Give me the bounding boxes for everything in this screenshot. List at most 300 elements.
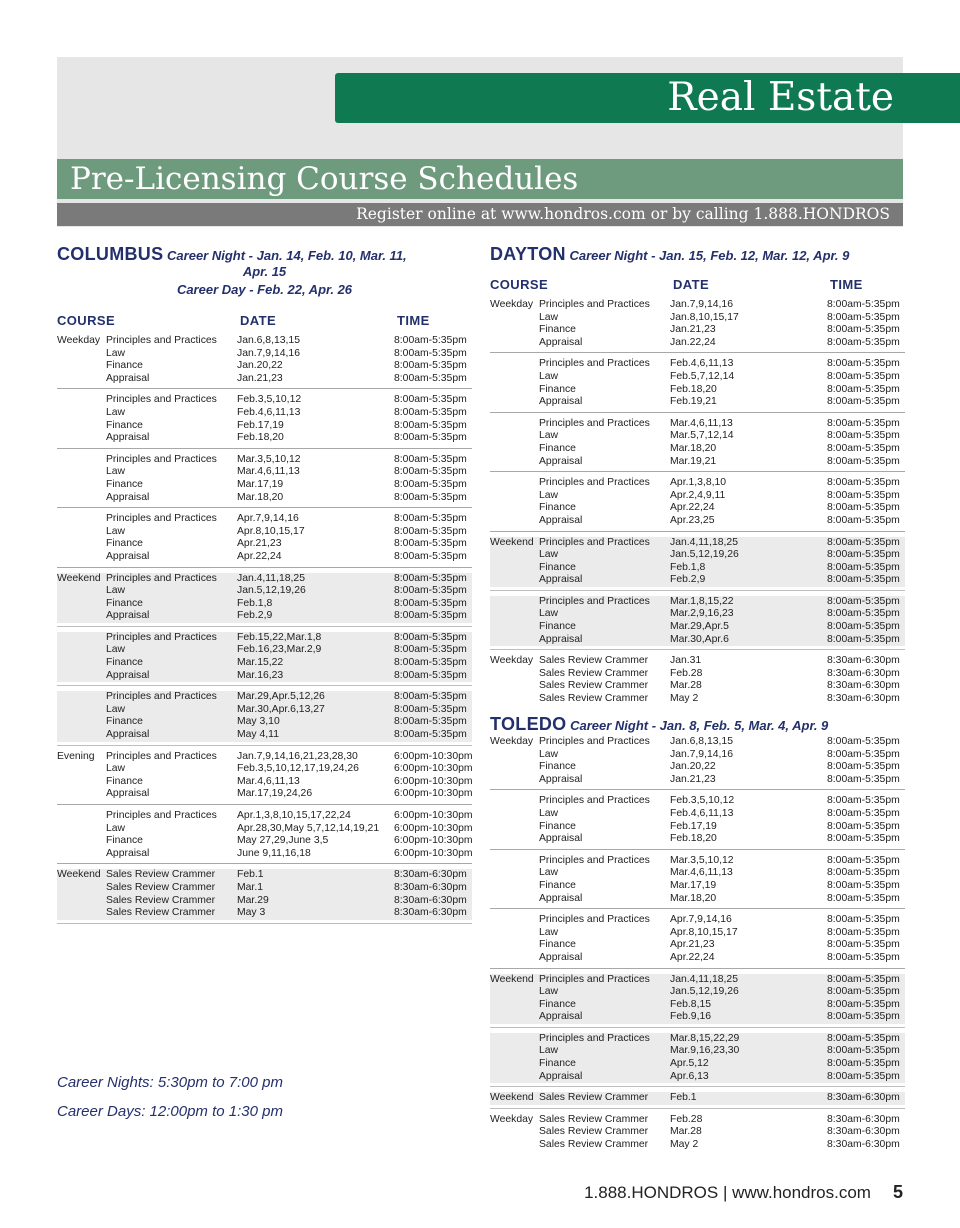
session-type: Evening: [57, 750, 95, 762]
course-dates: Mar.4,6,11,13: [670, 417, 733, 429]
course-time: 8:00am-5:35pm: [827, 914, 900, 926]
columbus-heading: [57, 244, 472, 300]
course-time: 8:00am-5:35pm: [394, 585, 467, 597]
table-row: [490, 1058, 905, 1071]
table-row: [57, 348, 472, 361]
course-dates: Apr.6,13: [670, 1070, 709, 1082]
course-dates: Apr.21,23: [670, 939, 715, 951]
session-type: Weekend: [57, 869, 101, 881]
course-time: 8:00am-5:35pm: [827, 1070, 900, 1082]
course-time: 8:00am-5:35pm: [827, 396, 900, 408]
course-time: 8:00am-5:35pm: [394, 729, 467, 741]
course-name: Finance: [539, 561, 576, 573]
table-row: [490, 736, 905, 749]
career-times-notes: [57, 1074, 283, 1132]
column-headers: [490, 277, 905, 293]
course-dates: Mar.30,Apr.6,13,27: [237, 703, 325, 715]
course-name: Law: [539, 608, 559, 620]
course-name: Principles and Practices: [106, 691, 217, 703]
course-name: Finance: [539, 820, 576, 832]
table-row: [490, 1033, 905, 1046]
table-row: [490, 821, 905, 834]
course-time: 8:00am-5:35pm: [394, 478, 467, 490]
table-row: [57, 513, 472, 526]
course-time: 8:00am-5:35pm: [394, 669, 467, 681]
course-time: 8:00am-5:35pm: [827, 455, 900, 467]
table-row: [490, 952, 905, 965]
course-time: 8:00am-5:35pm: [827, 761, 900, 773]
course-time: 6:00pm-10:30pm: [394, 763, 473, 775]
table-row: [490, 1139, 905, 1152]
course-name: Law: [106, 822, 126, 834]
course-time: 8:00am-5:35pm: [827, 514, 900, 526]
course-name: Finance: [106, 835, 143, 847]
course-name: Appraisal: [106, 372, 150, 384]
course-dates: Mar.18,20: [670, 442, 717, 454]
course-name: Principles and Practices: [539, 595, 650, 607]
session-type: Weekday: [57, 335, 101, 346]
course-dates: Feb.19,21: [670, 396, 717, 408]
course-time: 6:00pm-10:30pm: [394, 847, 473, 859]
course-name: Sales Review Crammer: [539, 1113, 649, 1125]
course-time: 8:30am-6:30pm: [827, 1139, 900, 1151]
course-name: Principles and Practices: [106, 453, 217, 465]
course-time: 8:00am-5:35pm: [394, 538, 467, 550]
schedule-group: [490, 358, 905, 412]
course-time: 8:00am-5:35pm: [827, 986, 900, 998]
course-name: Appraisal: [106, 491, 150, 503]
course-time: 8:00am-5:35pm: [394, 691, 467, 703]
date-header: DATE: [240, 313, 277, 328]
table-row: [57, 763, 472, 776]
course-time: 8:30am-6:30pm: [827, 1092, 900, 1104]
course-dates: Feb.9,16: [670, 1011, 712, 1023]
course-dates: Apr.8,10,15,17: [670, 926, 738, 938]
course-dates: Feb.1,8: [237, 597, 273, 609]
course-time: 8:00am-5:35pm: [827, 324, 900, 336]
career-days-note: Career Days: 12:00pm to 1:30 pm: [57, 1103, 283, 1120]
table-row: [490, 808, 905, 821]
course-dates: Jan.4,11,18,25: [670, 973, 738, 985]
table-row: [490, 384, 905, 397]
city-name: TOLEDO: [490, 714, 567, 734]
course-dates: Apr.7,9,14,16: [237, 513, 299, 525]
course-name: Finance: [106, 597, 143, 609]
table-row: [57, 432, 472, 445]
table-row: [490, 867, 905, 880]
session-type: Weekend: [57, 572, 101, 584]
course-name: Finance: [539, 442, 576, 454]
course-name: Law: [539, 807, 559, 819]
table-row: [57, 454, 472, 467]
course-name: Sales Review Crammer: [539, 693, 649, 705]
table-row: [490, 680, 905, 693]
course-dates: Feb.3,5,10,12: [670, 795, 735, 807]
course-dates: Mar.8,15,22,29: [670, 1032, 740, 1044]
course-dates: Feb.4,6,11,13: [237, 406, 301, 418]
page-title: Real Estate: [667, 75, 894, 120]
course-dates: Jan.7,9,14,16: [670, 748, 733, 760]
course-time: 8:00am-5:35pm: [827, 795, 900, 807]
course-name: Finance: [539, 324, 576, 336]
table-row: [57, 869, 472, 882]
course-dates: May 27,29,June 3,5: [237, 835, 329, 847]
course-name: Law: [539, 549, 559, 561]
course-name: Appraisal: [539, 1011, 583, 1023]
course-name: Law: [106, 525, 126, 537]
course-time: 8:00am-5:35pm: [827, 442, 900, 454]
table-row: [57, 751, 472, 764]
table-row: [57, 573, 472, 586]
course-dates: Mar.3,5,10,12: [237, 453, 301, 465]
table-row: [57, 335, 472, 348]
course-name: Sales Review Crammer: [539, 655, 649, 667]
course-time: 8:30am-6:30pm: [394, 894, 467, 906]
table-row: [57, 492, 472, 505]
table-row: [490, 418, 905, 431]
table-row: [490, 324, 905, 337]
schedule-group: [490, 655, 905, 708]
table-row: [57, 598, 472, 611]
table-row: [57, 610, 472, 623]
course-name: Principles and Practices: [539, 417, 650, 429]
course-time: 8:00am-5:35pm: [827, 574, 900, 586]
course-name: Principles and Practices: [539, 536, 650, 548]
course-time: 8:30am-6:30pm: [394, 907, 467, 919]
course-dates: Jan.7,9,14,16,21,23,28,30: [237, 750, 358, 762]
career-day-dates: Career Day - Feb. 22, Apr. 26: [176, 282, 353, 297]
schedule-group: [490, 596, 905, 650]
course-dates: Jan.4,11,18,25: [670, 536, 738, 548]
schedule-group: [57, 573, 472, 627]
course-name: Principles and Practices: [539, 477, 650, 489]
course-dates: Mar.17,19: [670, 879, 717, 891]
course-name: Principles and Practices: [539, 973, 650, 985]
course-time: 8:00am-5:35pm: [394, 335, 467, 346]
course-time: 8:00am-5:35pm: [394, 419, 467, 431]
course-time: 8:00am-5:35pm: [394, 610, 467, 622]
course-time: 6:00pm-10:30pm: [394, 750, 473, 762]
table-row: [57, 704, 472, 717]
course-name: Sales Review Crammer: [106, 869, 216, 881]
course-dates: Mar.28: [670, 680, 702, 692]
course-dates: Feb.4,6,11,13: [670, 358, 734, 370]
table-row: [57, 729, 472, 742]
course-name: Appraisal: [539, 455, 583, 467]
course-name: Principles and Practices: [539, 1032, 650, 1044]
table-row: [490, 1114, 905, 1127]
course-name: Law: [106, 347, 126, 359]
course-time: 8:30am-6:30pm: [827, 680, 900, 692]
table-row: [490, 621, 905, 634]
session-type: Weekend: [490, 973, 534, 985]
table-row: [57, 848, 472, 861]
course-name: Appraisal: [539, 514, 583, 526]
course-name: Principles and Practices: [106, 810, 217, 821]
course-dates: Mar.2,9,16,23: [670, 608, 734, 620]
register-line: Register online at www.hondros.com or by calling 1.888.HONDROS: [356, 205, 890, 223]
course-name: Principles and Practices: [539, 914, 650, 926]
course-time: 6:00pm-10:30pm: [394, 788, 473, 800]
course-dates: Feb.17,19: [670, 820, 717, 832]
table-row: [490, 1092, 905, 1105]
course-dates: Jan.21,23: [670, 773, 716, 785]
session-type: Weekday: [490, 736, 534, 747]
course-time: 8:00am-5:35pm: [827, 879, 900, 891]
course-time: 8:00am-5:35pm: [827, 370, 900, 382]
table-row: [490, 855, 905, 868]
course-time: 8:00am-5:35pm: [827, 299, 900, 310]
course-time: 8:00am-5:35pm: [394, 525, 467, 537]
course-name: Principles and Practices: [106, 572, 217, 584]
course-name: Sales Review Crammer: [106, 894, 216, 906]
course-time: 8:00am-5:35pm: [827, 549, 900, 561]
table-row: [490, 634, 905, 647]
table-row: [57, 394, 472, 407]
course-name: Principles and Practices: [539, 358, 650, 370]
course-time: 8:00am-5:35pm: [394, 372, 467, 384]
course-name: Law: [106, 585, 126, 597]
course-dates: Mar.29,Apr.5: [670, 621, 729, 633]
course-dates: Mar.19,21: [670, 455, 717, 467]
course-name: Appraisal: [106, 610, 150, 622]
schedule-group: [490, 974, 905, 1028]
table-row: [57, 776, 472, 789]
schedule-group: [490, 736, 905, 790]
course-time: 8:00am-5:35pm: [394, 716, 467, 728]
course-dates: Feb.3,5,10,12,17,19,24,26: [237, 763, 359, 775]
table-row: [490, 443, 905, 456]
course-name: Finance: [539, 383, 576, 395]
table-row: [57, 407, 472, 420]
career-night-dates-cont: Apr. 15: [242, 264, 287, 279]
course-name: Appraisal: [539, 396, 583, 408]
course-dates: Mar.28: [670, 1126, 702, 1138]
course-time: 8:00am-5:35pm: [827, 951, 900, 963]
course-dates: Jan.8,10,15,17: [670, 311, 739, 323]
course-dates: Feb.5,7,12,14: [670, 370, 735, 382]
course-name: Appraisal: [539, 892, 583, 904]
schedule-group: [490, 1114, 905, 1155]
schedule-group: [57, 869, 472, 923]
course-dates: Apr.1,3,8,10: [670, 477, 727, 489]
course-name: Appraisal: [539, 336, 583, 348]
course-name: Law: [539, 867, 559, 879]
dayton-section: [490, 244, 905, 714]
course-name: Law: [106, 644, 126, 656]
table-row: [57, 479, 472, 492]
course-name: Law: [539, 370, 559, 382]
course-time: 8:00am-5:35pm: [827, 939, 900, 951]
table-row: [57, 657, 472, 670]
table-row: [57, 788, 472, 801]
course-time: 8:00am-5:35pm: [827, 973, 900, 985]
course-dates: Feb.1,8: [670, 561, 706, 573]
course-name: Sales Review Crammer: [539, 1126, 649, 1138]
course-time: 8:00am-5:35pm: [827, 1045, 900, 1057]
course-name: Appraisal: [106, 432, 150, 444]
course-dates: Feb.4,6,11,13: [670, 807, 734, 819]
table-row: [490, 914, 905, 927]
course-time: 8:00am-5:35pm: [827, 736, 900, 747]
course-dates: Feb.17,19: [237, 419, 284, 431]
course-time: 8:00am-5:35pm: [827, 621, 900, 633]
course-header: COURSE: [57, 313, 116, 328]
course-dates: May 4,11: [237, 729, 279, 741]
table-row: [490, 986, 905, 999]
course-name: Appraisal: [539, 1070, 583, 1082]
course-time: 8:00am-5:35pm: [827, 608, 900, 620]
table-row: [490, 396, 905, 409]
table-row: [490, 1011, 905, 1024]
course-name: Appraisal: [539, 574, 583, 586]
table-row: [490, 358, 905, 371]
table-row: [490, 761, 905, 774]
course-name: Finance: [106, 775, 143, 787]
course-time: 8:00am-5:35pm: [394, 572, 467, 584]
course-time: 8:00am-5:35pm: [827, 417, 900, 429]
course-dates: Jan.22,24: [670, 336, 716, 348]
table-row: [490, 774, 905, 787]
course-time: 8:00am-5:35pm: [394, 466, 467, 478]
course-name: Finance: [539, 621, 576, 633]
course-dates: Jan.4,11,18,25: [237, 572, 305, 584]
table-row: [490, 574, 905, 587]
page-subtitle: Pre-Licensing Course Schedules: [70, 161, 579, 197]
table-row: [490, 927, 905, 940]
course-time: 8:00am-5:35pm: [827, 383, 900, 395]
table-row: [57, 585, 472, 598]
course-dates: Jan.21,23: [670, 324, 716, 336]
course-dates: Apr.23,25: [670, 514, 715, 526]
table-row: [490, 939, 905, 952]
course-name: Law: [539, 986, 559, 998]
course-time: 8:30am-6:30pm: [827, 693, 900, 705]
course-dates: Feb.16,23,Mar.2,9: [237, 644, 322, 656]
city-name: DAYTON: [490, 244, 566, 264]
course-name: Appraisal: [106, 847, 150, 859]
course-dates: Feb.28: [670, 1113, 703, 1125]
table-row: [57, 907, 472, 920]
course-time: 8:00am-5:35pm: [827, 833, 900, 845]
course-dates: Feb.3,5,10,12: [237, 394, 302, 406]
course-name: Finance: [106, 478, 143, 490]
course-name: Finance: [106, 360, 143, 372]
course-name: Principles and Practices: [106, 631, 217, 643]
course-dates: Mar.4,6,11,13: [237, 775, 300, 787]
footer-contact: 1.888.HONDROS | www.hondros.com: [584, 1183, 871, 1202]
dayton-heading: [490, 244, 905, 264]
course-dates: May 3: [237, 907, 266, 919]
course-dates: Mar.3,5,10,12: [670, 854, 734, 866]
columbus-section: [57, 244, 472, 929]
course-time: 8:00am-5:35pm: [827, 311, 900, 323]
course-time: 8:00am-5:35pm: [827, 867, 900, 879]
course-name: Sales Review Crammer: [539, 1092, 649, 1104]
course-dates: Apr.22,24: [237, 550, 282, 562]
session-type: Weekday: [490, 655, 534, 667]
course-dates: Jan.21,23: [237, 372, 283, 384]
course-dates: Jan.5,12,19,26: [237, 585, 306, 597]
course-dates: Mar.4,6,11,13: [237, 466, 300, 478]
schedule-group: [490, 418, 905, 472]
career-night-dates: Career Night - Jan. 14, Feb. 10, Mar. 11,: [167, 248, 407, 263]
session-type: Weekday: [490, 1113, 534, 1125]
course-name: Law: [106, 703, 126, 715]
table-row: [490, 974, 905, 987]
page-number: 5: [892, 1182, 903, 1202]
course-dates: Jan.6,8,13,15: [237, 335, 300, 346]
course-name: Law: [106, 763, 126, 775]
table-row: [490, 430, 905, 443]
course-dates: Apr.21,23: [237, 538, 282, 550]
course-dates: Jan.7,9,14,16: [237, 347, 300, 359]
schedule-group: [490, 914, 905, 968]
course-dates: Apr.22,24: [670, 502, 715, 514]
course-time: 8:00am-5:35pm: [827, 807, 900, 819]
course-dates: Apr.28,30,May 5,7,12,14,19,21: [237, 822, 380, 834]
course-name: Principles and Practices: [106, 335, 217, 346]
table-row: [57, 373, 472, 386]
course-name: Law: [539, 748, 559, 760]
course-time: 8:00am-5:35pm: [827, 489, 900, 501]
table-row: [490, 608, 905, 621]
table-row: [490, 515, 905, 528]
table-row: [490, 337, 905, 350]
course-name: Finance: [539, 939, 576, 951]
course-dates: June 9,11,16,18: [237, 847, 311, 859]
career-night-dates: Career Night - Jan. 15, Feb. 12, Mar. 12, Apr. 9: [569, 248, 850, 263]
course-time: 8:00am-5:35pm: [827, 1032, 900, 1044]
course-dates: Apr.5,12: [670, 1058, 709, 1070]
course-time: 8:00am-5:35pm: [827, 926, 900, 938]
time-header: TIME: [397, 313, 430, 328]
dayton-schedule: [490, 299, 905, 709]
course-dates: Apr.22,24: [670, 951, 715, 963]
toledo-heading: [490, 714, 905, 736]
course-name: Finance: [539, 1058, 576, 1070]
course-name: Law: [539, 1045, 559, 1057]
course-name: Appraisal: [539, 833, 583, 845]
course-time: 8:30am-6:30pm: [394, 869, 467, 881]
table-row: [57, 551, 472, 564]
session-type: Weekday: [490, 299, 534, 310]
course-name: Appraisal: [106, 729, 150, 741]
course-dates: May 2: [670, 1139, 699, 1151]
session-type: Weekend: [490, 536, 534, 548]
course-dates: Mar.18,20: [237, 491, 284, 503]
city-name: COLUMBUS: [57, 244, 164, 264]
course-time: 8:30am-6:30pm: [827, 667, 900, 679]
table-row: [490, 490, 905, 503]
course-time: 8:00am-5:35pm: [394, 644, 467, 656]
course-name: Finance: [539, 879, 576, 891]
course-dates: Apr.7,9,14,16: [670, 914, 732, 926]
course-name: Finance: [539, 761, 576, 773]
table-row: [490, 562, 905, 575]
course-dates: Feb.2,9: [237, 610, 273, 622]
table-row: [490, 596, 905, 609]
course-name: Finance: [106, 538, 143, 550]
course-dates: Mar.30,Apr.6: [670, 633, 729, 645]
table-row: [490, 477, 905, 490]
table-row: [490, 312, 905, 325]
course-time: 8:00am-5:35pm: [394, 703, 467, 715]
course-dates: Feb.18,20: [670, 833, 717, 845]
course-dates: Mar.29,Apr.5,12,26: [237, 691, 325, 703]
table-row: [490, 668, 905, 681]
table-row: [490, 880, 905, 893]
